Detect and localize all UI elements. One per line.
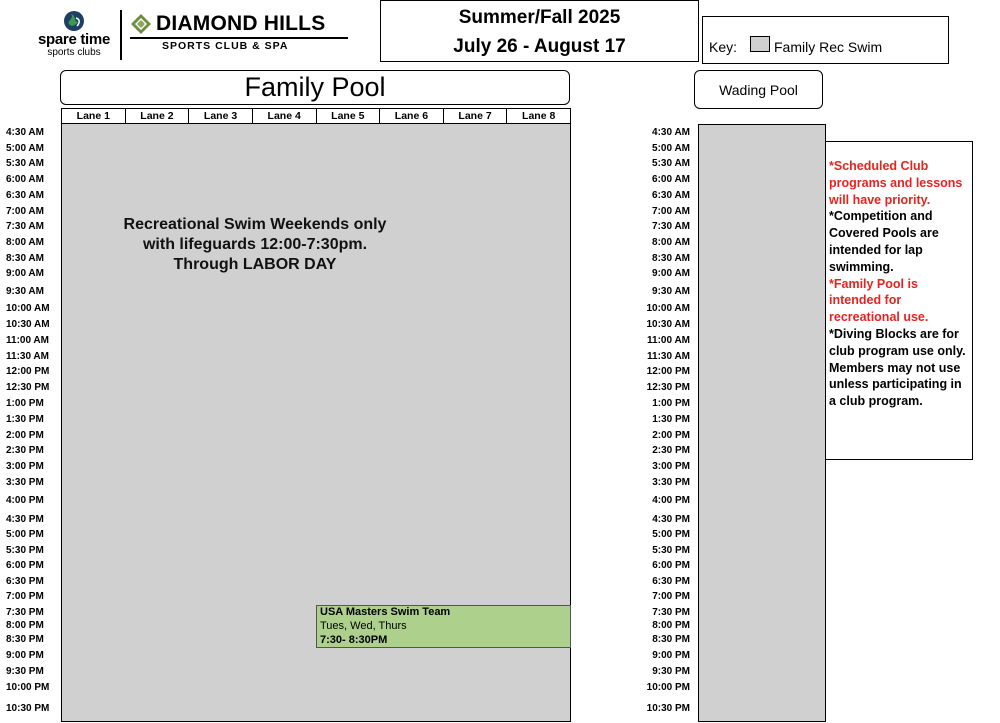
time-label: 4:00 PM bbox=[6, 495, 44, 506]
lane-header: Lane 1 bbox=[76, 110, 110, 122]
diamond-hills-sub: SPORTS CLUB & SPA bbox=[162, 40, 289, 52]
masters-time: 7:30- 8:30PM bbox=[320, 634, 388, 646]
time-label: 6:30 AM bbox=[6, 190, 44, 201]
time-label: 10:00 PM bbox=[6, 682, 50, 693]
spare-time-logo-icon bbox=[61, 10, 87, 32]
masters-swim-block bbox=[316, 605, 571, 648]
time-label: 5:30 PM bbox=[652, 545, 690, 556]
time-label: 1:00 PM bbox=[652, 398, 690, 409]
spare-time-logo bbox=[30, 10, 118, 62]
time-label: 12:00 PM bbox=[6, 366, 50, 377]
logo-divider bbox=[120, 10, 122, 60]
spare-time-name: spare time bbox=[37, 31, 111, 48]
time-label: 10:30 AM bbox=[646, 319, 690, 330]
time-label: 8:00 AM bbox=[652, 237, 690, 248]
time-label: 5:00 PM bbox=[6, 529, 44, 540]
lane-header: Lane 2 bbox=[125, 109, 189, 123]
time-label: 1:00 PM bbox=[6, 398, 44, 409]
time-label: 5:30 PM bbox=[6, 545, 44, 556]
time-label: 5:00 AM bbox=[6, 143, 44, 154]
time-label: 2:30 PM bbox=[652, 445, 690, 456]
time-label: 9:30 AM bbox=[6, 286, 44, 297]
time-label: 7:30 AM bbox=[652, 221, 690, 232]
time-label: 5:00 AM bbox=[652, 143, 690, 154]
time-label: 12:30 PM bbox=[6, 382, 50, 393]
time-label: 6:30 AM bbox=[652, 190, 690, 201]
diamond-hills-logo bbox=[130, 12, 350, 54]
family-pool-header: Family Pool bbox=[60, 70, 570, 105]
diamond-hills-name: DIAMOND HILLS bbox=[156, 12, 326, 35]
time-label: 8:30 AM bbox=[652, 253, 690, 264]
time-label: 6:00 AM bbox=[6, 174, 44, 185]
time-label: 10:30 AM bbox=[6, 319, 50, 330]
wading-pool-header: Wading Pool bbox=[694, 70, 823, 109]
time-label: 2:00 PM bbox=[6, 430, 44, 441]
masters-name: USA Masters Swim Team bbox=[320, 606, 451, 618]
legend-key bbox=[702, 16, 949, 64]
time-label: 7:30 PM bbox=[652, 607, 690, 618]
time-label: 10:00 PM bbox=[646, 682, 690, 693]
time-label: 6:00 AM bbox=[652, 174, 690, 185]
rec-swim-note: Recreational Swim Weekends only with lifeguards 12:00-7:30pm. Through LABOR DAY bbox=[123, 216, 387, 273]
lane-header: Lane 8 bbox=[506, 109, 570, 123]
time-label: 11:30 AM bbox=[6, 351, 49, 362]
key-label: Key: bbox=[709, 39, 738, 55]
diamond-icon bbox=[130, 13, 152, 35]
lane-header: Lane 3 bbox=[188, 109, 252, 123]
time-label: 1:30 PM bbox=[652, 414, 690, 425]
diamond-hills-rule bbox=[130, 37, 348, 39]
lane-header: Lane 6 bbox=[379, 109, 443, 123]
time-label: 7:00 AM bbox=[652, 206, 690, 217]
time-label: 7:00 PM bbox=[652, 591, 690, 602]
time-label: 4:30 PM bbox=[6, 514, 44, 525]
time-label: 7:30 AM bbox=[6, 221, 44, 232]
time-label: 12:30 PM bbox=[646, 382, 690, 393]
note-item: *Scheduled Club programs and lessons will have priority. bbox=[829, 159, 963, 207]
note-item: *Diving Blocks are for club program use only. Members may not use unless participating in a club program. bbox=[829, 326, 966, 409]
time-label: 11:30 AM bbox=[647, 351, 690, 362]
time-label: 6:30 PM bbox=[652, 576, 690, 587]
time-label: 7:30 PM bbox=[6, 607, 44, 618]
time-label: 2:30 PM bbox=[6, 445, 44, 456]
time-label: 4:30 AM bbox=[652, 127, 690, 138]
time-label: 8:00 PM bbox=[652, 620, 690, 631]
time-label: 12:00 PM bbox=[646, 366, 690, 377]
time-label: 4:00 PM bbox=[652, 495, 690, 506]
key-swatch-rec-swim bbox=[750, 36, 770, 52]
lane-header-row bbox=[61, 108, 571, 124]
time-label: 5:00 PM bbox=[652, 529, 690, 540]
time-label: 3:00 PM bbox=[6, 461, 44, 472]
notes-box bbox=[825, 141, 973, 460]
time-label: 11:00 AM bbox=[647, 335, 690, 346]
time-label: 9:30 PM bbox=[6, 666, 44, 677]
time-label: 7:00 PM bbox=[6, 591, 44, 602]
time-label: 8:30 PM bbox=[6, 634, 44, 645]
time-label: 9:30 PM bbox=[652, 666, 690, 677]
time-label: 3:30 PM bbox=[6, 477, 44, 488]
time-label: 11:00 AM bbox=[6, 335, 49, 346]
time-label: 9:00 AM bbox=[652, 268, 690, 279]
time-label: 2:00 PM bbox=[652, 430, 690, 441]
lane-header: Lane 5 bbox=[316, 109, 380, 123]
time-label: 5:30 AM bbox=[6, 158, 44, 169]
time-label: 8:30 PM bbox=[652, 634, 690, 645]
time-label: 6:00 PM bbox=[652, 560, 690, 571]
time-label: 10:00 AM bbox=[646, 303, 690, 314]
time-label: 3:00 PM bbox=[652, 461, 690, 472]
time-label: 9:30 AM bbox=[652, 286, 690, 297]
time-label: 10:30 PM bbox=[6, 703, 50, 714]
time-label: 9:00 PM bbox=[6, 650, 44, 661]
lane-header: Lane 4 bbox=[252, 109, 316, 123]
time-label: 7:00 AM bbox=[6, 206, 44, 217]
spare-time-sub: sports clubs bbox=[47, 47, 101, 58]
schedule-dates: July 26 - August 17 bbox=[453, 36, 626, 57]
note-item: *Family Pool is intended for recreational use. bbox=[829, 276, 929, 325]
wading-pool-schedule-grid bbox=[698, 124, 826, 722]
masters-days: Tues, Wed, Thurs bbox=[320, 620, 407, 632]
time-label: 3:30 PM bbox=[652, 477, 690, 488]
time-label: 6:30 PM bbox=[6, 576, 44, 587]
key-item-label: Family Rec Swim bbox=[774, 39, 883, 55]
note-item: *Competition and Covered Pools are intended for lap swimming. bbox=[829, 209, 939, 274]
time-label: 8:00 PM bbox=[6, 620, 44, 631]
time-label: 9:00 AM bbox=[6, 268, 44, 279]
time-label: 8:30 AM bbox=[6, 253, 44, 264]
time-label: 5:30 AM bbox=[652, 158, 690, 169]
time-label: 10:00 AM bbox=[6, 303, 50, 314]
time-label: 6:00 PM bbox=[6, 560, 44, 571]
time-label: 4:30 AM bbox=[6, 127, 44, 138]
time-label: 10:30 PM bbox=[646, 703, 690, 714]
time-label: 4:30 PM bbox=[652, 514, 690, 525]
time-label: 1:30 PM bbox=[6, 414, 44, 425]
lane-header: Lane 7 bbox=[443, 109, 507, 123]
schedule-season: Summer/Fall 2025 bbox=[458, 7, 621, 28]
time-label: 9:00 PM bbox=[652, 650, 690, 661]
time-label: 8:00 AM bbox=[6, 237, 44, 248]
schedule-title-box bbox=[380, 0, 699, 62]
